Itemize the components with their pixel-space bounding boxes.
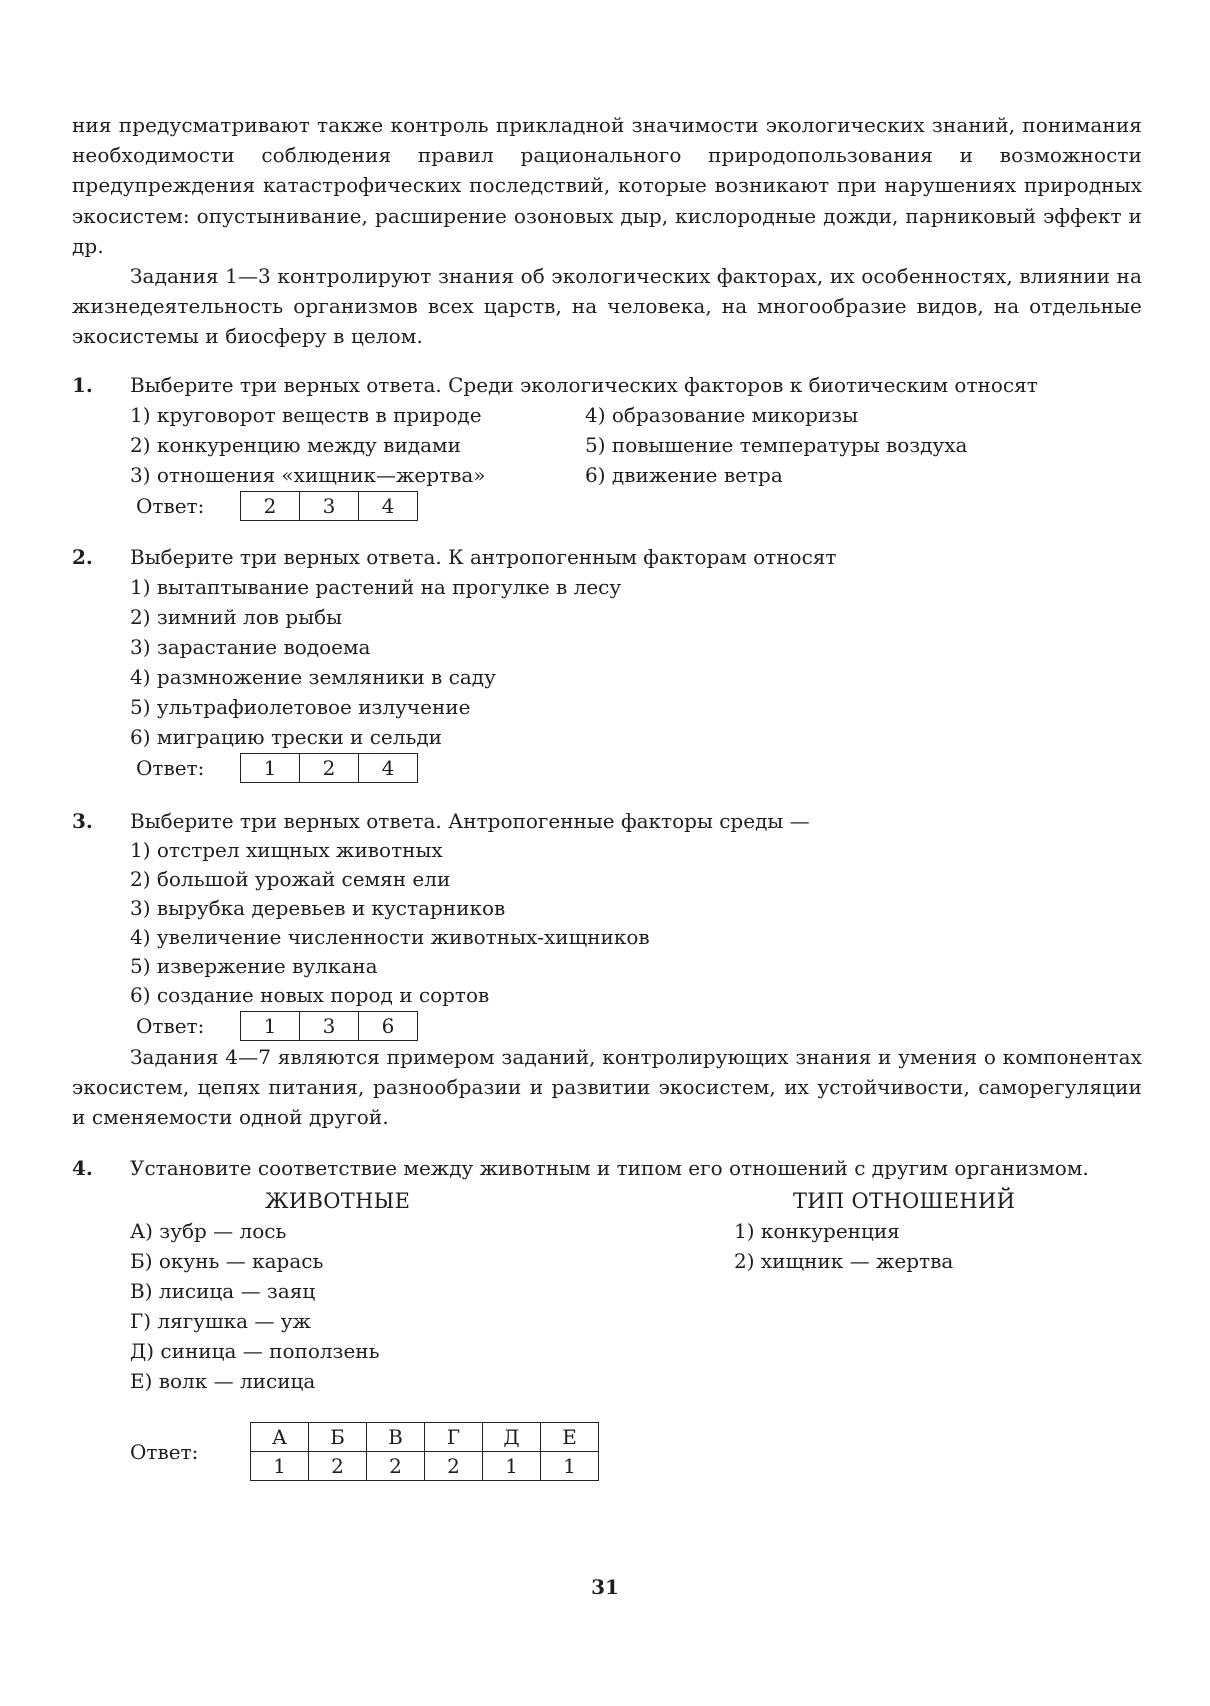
answer-cell: 4 xyxy=(358,492,417,520)
answer-cell: 6 xyxy=(358,1012,417,1040)
match-item: 1) конкуренция xyxy=(734,1219,900,1244)
option: 5) повышение температуры воздуха xyxy=(585,432,968,457)
option: 1) круговорот веществ в природе xyxy=(130,402,482,427)
option: 6) движение ветра xyxy=(585,462,783,487)
question-4 xyxy=(72,1154,1142,1481)
answer-box xyxy=(240,1011,418,1041)
match-item: А) зубр — лось xyxy=(130,1219,287,1244)
answer-letter: Е xyxy=(541,1423,599,1452)
option: 2) конкуренцию между видами xyxy=(130,432,461,457)
option: 2) большой урожай семян ели xyxy=(130,866,451,891)
options xyxy=(130,400,1142,490)
answer-value: 2 xyxy=(367,1452,425,1481)
answer-cell: 3 xyxy=(299,492,358,520)
answer-value: 1 xyxy=(483,1452,541,1481)
matching-block xyxy=(130,1186,1142,1396)
answer-row xyxy=(136,490,1142,522)
match-item: В) лисица — заяц xyxy=(130,1279,316,1304)
answer-row xyxy=(136,1010,1142,1042)
answer-box xyxy=(240,491,418,521)
option: 6) создание новых пород и сортов xyxy=(130,982,490,1007)
option: 4) размножение земляники в саду xyxy=(130,664,496,689)
answer-row xyxy=(136,752,1142,784)
answer-row xyxy=(130,1422,1142,1481)
animals-column xyxy=(130,1186,734,1396)
answer-label: Ответ: xyxy=(136,493,205,518)
answer-values-row xyxy=(251,1452,599,1481)
option: 6) миграцию трески и сельди xyxy=(130,724,442,749)
answer-cell: 4 xyxy=(358,754,417,782)
option: 4) образование микоризы xyxy=(585,402,859,427)
answer-letter: Б xyxy=(309,1423,367,1452)
question-number: 3. xyxy=(72,808,93,833)
answer-cell: 1 xyxy=(263,755,277,780)
option: 5) ультрафиолетовое излучение xyxy=(130,694,471,719)
option: 5) извержение вулкана xyxy=(130,953,378,978)
answer-cell: 1 xyxy=(263,1013,277,1038)
question-3 xyxy=(72,806,1142,1042)
answer-letter: А xyxy=(251,1423,309,1452)
option: 2) зимний лов рыбы xyxy=(130,604,343,629)
animals-header: ЖИВОТНЫЕ xyxy=(265,1189,411,1214)
answer-cell: 3 xyxy=(299,1012,358,1040)
answer-value: 2 xyxy=(309,1452,367,1481)
match-item: Е) волк — лисица xyxy=(130,1369,316,1394)
match-item: 2) хищник — жертва xyxy=(734,1249,954,1274)
relation-types-column xyxy=(734,1186,1142,1396)
question-2 xyxy=(72,542,1142,784)
question-text: Выберите три верных ответа. Среди экологических факторов к биотическим относят xyxy=(130,372,1038,397)
page-number: 31 xyxy=(591,1575,619,1599)
match-item: Б) окунь — карась xyxy=(130,1249,324,1274)
answer-box xyxy=(240,753,418,783)
option: 3) отношения «хищник—жертва» xyxy=(130,462,486,487)
relation-types-header: ТИП ОТНОШЕНИЙ xyxy=(793,1189,1016,1214)
question-text: Выберите три верных ответа. Антропогенные факторы среды — xyxy=(130,808,810,833)
option: 4) увеличение численности животных-хищников xyxy=(130,924,650,949)
question-text: Установите соответствие между животным и типом его отношений с другим организмом. xyxy=(130,1156,1089,1181)
question-1 xyxy=(72,370,1142,522)
answer-label: Ответ: xyxy=(136,1013,205,1038)
answer-cell: 2 xyxy=(299,754,358,782)
answer-value: 1 xyxy=(541,1452,599,1481)
question-number: 1. xyxy=(72,372,93,397)
tasks-1-3-intro: Задания 1—3 контролируют знания об экологических факторах, их особенностях, влиянии на жизнедеятельность организмов всех царств, на человека, на многообразие видов, на отдельные экосистемы и биосферу в целом. xyxy=(72,264,1142,349)
answer-value: 2 xyxy=(425,1452,483,1481)
answer-letters-row xyxy=(251,1423,599,1452)
answer-label: Ответ: xyxy=(130,1439,199,1464)
answer-letter: Д xyxy=(483,1423,541,1452)
question-number: 4. xyxy=(72,1156,93,1181)
answer-value: 1 xyxy=(251,1452,309,1481)
match-item: Г) лягушка — уж xyxy=(130,1309,311,1334)
question-number: 2. xyxy=(72,544,93,569)
option: 3) вырубка деревьев и кустарников xyxy=(130,895,506,920)
option: 1) вытаптывание растений на прогулке в лесу xyxy=(130,574,622,599)
match-item: Д) синица — поползень xyxy=(130,1339,380,1364)
answer-letter: Г xyxy=(425,1423,483,1452)
option: 3) зарастание водоема xyxy=(130,634,371,659)
options xyxy=(130,572,1142,752)
intro-paragraph: ния предусматривают также контроль прикладной значимости экологических знаний, понимания необходимости соблюдения правил рационального природопользования и возможности предупреждения катастрофических последствий, которые возникают при нарушениях природных экосистем: опустынивание, расширение озоновых дыр, кислородные дожди, парниковый эффект и др. xyxy=(72,113,1142,258)
answer-letter: В xyxy=(367,1423,425,1452)
answer-cell: 2 xyxy=(263,493,277,518)
answer-table xyxy=(250,1422,599,1481)
options xyxy=(130,836,1142,1010)
answer-label: Ответ: xyxy=(136,755,205,780)
option: 1) отстрел хищных животных xyxy=(130,837,443,862)
tasks-4-7-intro: Задания 4—7 являются примером заданий, контролирующих знания и умения о компонентах экосистем, цепях питания, разнообразии и развитии экосистем, их устойчивости, саморегуляции и сменяемости одной другой. xyxy=(72,1044,1142,1130)
question-text: Выберите три верных ответа. К антропогенным факторам относят xyxy=(130,544,837,569)
